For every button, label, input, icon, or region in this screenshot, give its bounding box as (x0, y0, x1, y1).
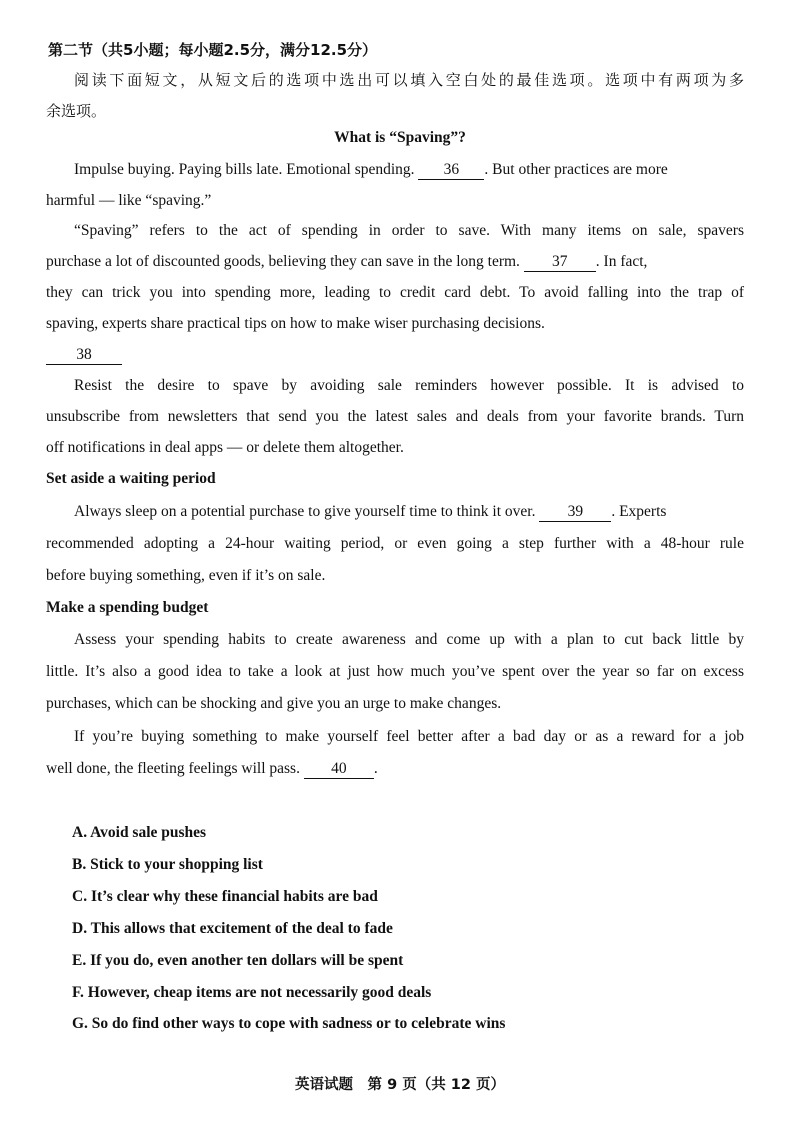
paragraph-2-line-3: they can trick you into spending more, leading to credit card debt. To avoid falling into the trap of (46, 284, 744, 301)
blank-37: 37 (524, 253, 596, 272)
p2-text-after: . In fact, (595, 253, 648, 270)
paragraph-1-line-1 (74, 160, 668, 180)
paragraph-4-line-3: before buying something, even if it’s on sale. (46, 567, 326, 584)
blank-36: 36 (418, 161, 484, 180)
paragraph-1-line-2: harmful — like “spaving.” (46, 192, 212, 209)
p1-text-before: Impulse buying. Paying bills late. Emotional spending. (74, 161, 415, 178)
paragraph-5-line-3: purchases, which can be shocking and give you an urge to make changes. (46, 695, 502, 712)
p4-text-before: Always sleep on a potential purchase to give yourself time to think it over. (74, 503, 536, 520)
blank-40: 40 (304, 760, 374, 779)
section-header: 第二节（共5小题；每小题2.5分，满分12.5分） (48, 41, 378, 59)
option-e: E. If you do, even another ten dollars will be spent (72, 952, 404, 969)
page-footer: 英语试题 第 9 页（共 12 页） (295, 1077, 505, 1093)
paragraph-2-line-1: “Spaving” refers to the act of spending in order to save. With many items on sale, spavers (74, 222, 744, 239)
option-f: F. However, cheap items are not necessarily good deals (72, 984, 432, 1001)
instructions-line-2: 余选项。 (46, 102, 107, 120)
paragraph-3-line-2: unsubscribe from newsletters that send you the latest sales and deals from your favorite brands. Turn (46, 408, 744, 425)
option-g: G. So do find other ways to cope with sadness or to celebrate wins (72, 1015, 506, 1032)
p6-text-before: well done, the fleeting feelings will pass. (46, 760, 300, 777)
paragraph-6-line-1: If you’re buying something to make yourself feel better after a bad day or as a reward for a job (74, 728, 744, 745)
paragraph-4-line-2: recommended adopting a 24-hour waiting period, or even going a step further with a 48-hour rule (46, 535, 744, 552)
p4-text-after: . Experts (611, 503, 667, 520)
paragraph-5-line-2: little. It’s also a good idea to take a look at just how much you’ve spent over the year so far on excess (46, 663, 744, 680)
heading-spending-budget: Make a spending budget (46, 599, 209, 616)
option-c: C. It’s clear why these financial habits are bad (72, 888, 378, 905)
heading-38-line (46, 345, 122, 365)
heading-waiting-period: Set aside a waiting period (46, 470, 216, 487)
option-a: A. Avoid sale pushes (72, 824, 207, 841)
option-d: D. This allows that excitement of the deal to fade (72, 920, 393, 937)
p1-text-after: . But other practices are more (484, 161, 668, 178)
passage-title: What is “Spaving”? (334, 129, 466, 146)
paragraph-2-line-4: spaving, experts share practical tips on how to make wiser purchasing decisions. (46, 315, 545, 332)
paragraph-2-line-2 (46, 252, 647, 272)
p2-text-before: purchase a lot of discounted goods, believing they can save in the long term. (46, 253, 520, 270)
p6-text-after: . (373, 760, 378, 777)
instructions-line-1: 阅读下面短文，从短文后的选项中选出可以填入空白处的最佳选项。选项中有两项为多 (74, 71, 744, 89)
paragraph-3-line-1: Resist the desire to spave by avoiding sale reminders however possible. It is advised to (74, 377, 744, 394)
blank-38: 38 (46, 346, 122, 365)
paragraph-5-line-1: Assess your spending habits to create awareness and come up with a plan to cut back little by (74, 631, 744, 648)
option-b: B. Stick to your shopping list (72, 856, 263, 873)
paragraph-3-line-3: off notifications in deal apps — or delete them altogether. (46, 439, 404, 456)
blank-39: 39 (539, 503, 611, 522)
paragraph-6-line-2 (46, 759, 378, 779)
paragraph-4-line-1 (74, 502, 666, 522)
